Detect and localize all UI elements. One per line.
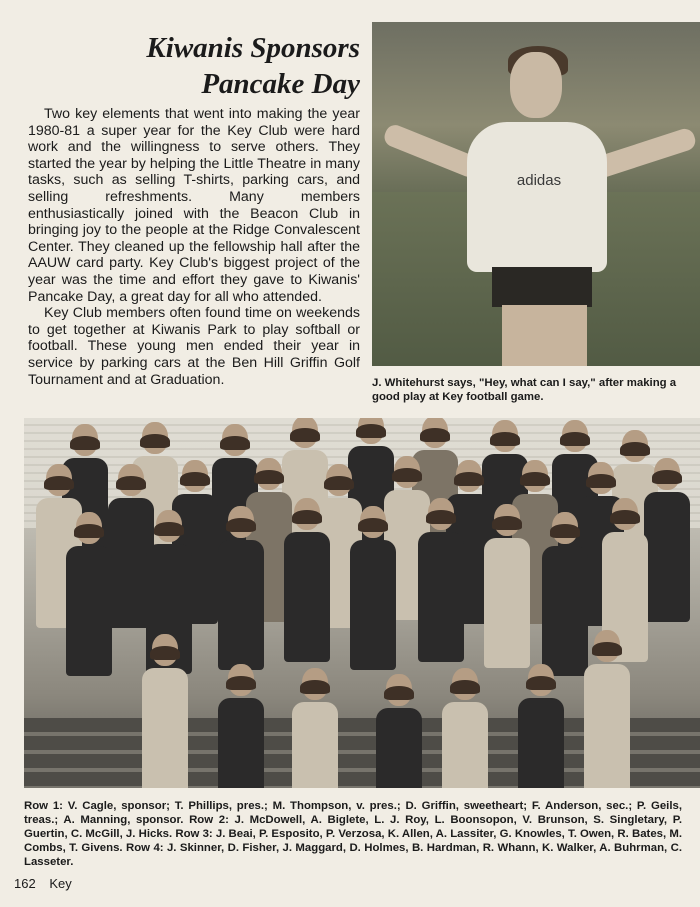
photo-player-shorts [492, 267, 592, 307]
article-paragraph-1: Two key elements that went into making the year 1980-81 a super year for the Key Club were hard work and the willingness to serve others. They started the year by helping the Little Theatre in many tasks, such as selling T-shirts, parking cars, and selling refreshments. Many members enthusiastically joined with the Beacon Club in bringing joy to the people at the Ridge Convalescent Center. They cleaned up the fellowship hall after the AAUW card party. Key Club's biggest project of the year was the time and effort they gave to Kiwanis' Pancake Day, a great day for all who attended. [28, 106, 360, 305]
photo-player-head [510, 52, 562, 118]
group-photo-caption: Row 1: V. Cagle, sponsor; T. Phillips, pres.; M. Thompson, v. pres.; D. Griffin, sweetheart; F. Anderson, sec.; P. Geils, treas.; A. Manning, sponsor. Row 2: J. McDowell, A. Biglete, L. J. Roy, L. Boonsopon, V. Brunson, S. Singletary, P. Guertin, C. McGill, J. Hicks. Row 3: J. Beai, P. Esposito, P. Verzosa, K. Allen, A. Lassiter, G. Knowles, T. Owen, R. Bates, M. Combs, T. Givens. Row 4: J. Skinner, D. Fisher, J. Maggard, D. Holmes, B. Hardman, R. Whann, K. Walker, A. Buhrman, C. Lasseter. [24, 800, 682, 868]
page-number: 162 [14, 876, 36, 891]
group-member [294, 684, 336, 788]
section-name: Key [49, 876, 72, 891]
group-member [444, 684, 486, 788]
article-body [28, 106, 360, 388]
group-member [420, 514, 462, 662]
article-paragraph-2: Key Club members often found time on weekends to get together at Kiwanis Park to play softball or football. These young men ended their year in service by parking cars at the Ben Hill Griffin Golf Tournament and at Graduation. [28, 305, 360, 388]
group-member [144, 650, 186, 788]
photo-right-arm [591, 126, 698, 179]
photo-player-shirt [467, 122, 607, 272]
group-member [220, 680, 262, 788]
group-member [486, 520, 528, 668]
page-footer [14, 876, 82, 891]
headline-line-2: Pancake Day [201, 68, 360, 100]
group-member [352, 522, 394, 670]
group-member [286, 514, 328, 662]
shirt-logo-text: adidas [516, 172, 562, 189]
group-member [378, 690, 420, 788]
group-member [520, 680, 562, 788]
group-member [544, 528, 586, 676]
group-member [220, 522, 262, 670]
photo-player-legs [502, 305, 587, 366]
group-member [68, 528, 110, 676]
group-photo [24, 418, 700, 788]
football-photo [372, 22, 700, 366]
headline [110, 30, 360, 102]
headline-line-1: Kiwanis Sponsors [146, 32, 360, 64]
group-member [646, 474, 688, 622]
group-member [586, 646, 628, 788]
football-photo-caption: J. Whitehurst says, "Hey, what can I say," after making a good play at Key football game. [372, 377, 677, 403]
